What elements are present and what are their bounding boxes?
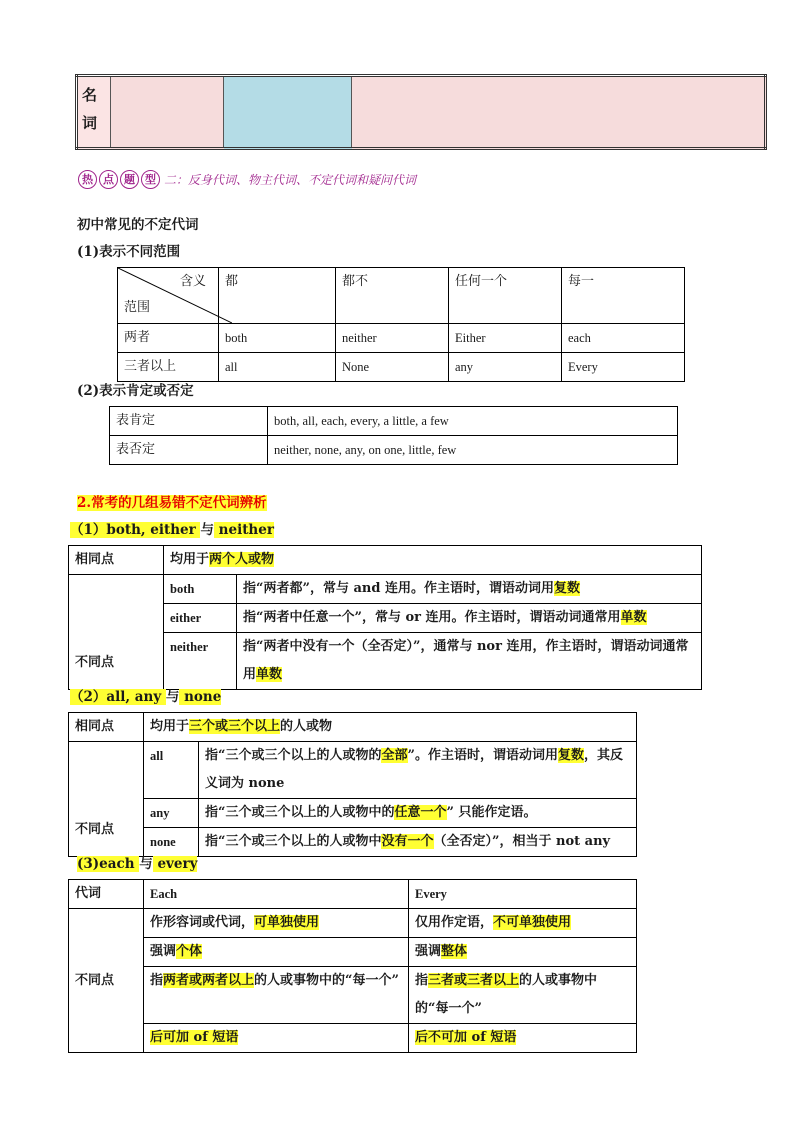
- desc-b: 任意一个: [394, 805, 447, 820]
- each-every-table: [68, 879, 637, 1053]
- every-cell: [409, 938, 637, 967]
- word-cell: any: [144, 799, 199, 828]
- desc-c: ”。作主语时，谓语动词用: [407, 748, 558, 763]
- table-cell: Either: [449, 324, 562, 353]
- desc-a: 指“三个或三个以上的人或物的: [205, 748, 382, 763]
- same-c: 的人或物: [280, 719, 333, 734]
- table-cell: neither, none, any, on one, little, few: [268, 436, 678, 465]
- same-label: 相同点: [69, 546, 164, 575]
- hot-topic-heading: [78, 168, 416, 190]
- header-cell: 每一: [562, 268, 685, 324]
- hot-topic-title: 二：反身代词、物主代词、不定代词和疑问代词: [164, 172, 417, 187]
- desc-a: 指“三个或三个以上的人或物中: [205, 834, 382, 849]
- each-cell: [144, 909, 409, 938]
- desc-b: 单数: [256, 667, 283, 682]
- each-cell: [144, 967, 409, 1024]
- same-label: 相同点: [69, 713, 144, 742]
- noun-cell-pink-1: [111, 76, 224, 149]
- group2-title-c: none: [179, 689, 222, 705]
- noun-table: [75, 74, 767, 150]
- group1-title-c: neither: [213, 522, 274, 538]
- desc-b: 单数: [620, 610, 647, 625]
- every-b: 短语: [490, 1030, 517, 1045]
- group2-title-b: 与: [165, 689, 180, 705]
- head-label: 代词: [69, 880, 144, 909]
- table-cell: neither: [336, 324, 449, 353]
- word-cell: neither: [164, 633, 237, 690]
- desc-a: 指“两者都”，常与 and 连用。作主语时，谓语动词用: [243, 581, 554, 596]
- row-label: 三者以上: [118, 353, 219, 382]
- section1-title: 初中常见的不定代词: [77, 217, 199, 233]
- affirm-negate-table: [109, 406, 678, 465]
- group3-title-b: 与: [139, 856, 153, 872]
- desc-b: 复数: [553, 581, 580, 596]
- every-c: 的人或事物中的“每一个”: [415, 973, 598, 1016]
- table-cell: both, all, each, every, a little, a few: [268, 407, 678, 436]
- noun-cell-blue: [224, 76, 352, 149]
- every-b: 不可单独使用: [493, 915, 572, 930]
- desc-e: ，其反义词为 none: [205, 748, 624, 791]
- row-label: 表肯定: [110, 407, 268, 436]
- same-b: 三个或三个以上: [189, 719, 281, 734]
- word-cell: none: [144, 828, 199, 857]
- each-cell: [144, 938, 409, 967]
- every-cell: [409, 1024, 637, 1053]
- head-every: Every: [409, 880, 637, 909]
- corner-cell: [118, 268, 219, 324]
- row-label: 表否定: [110, 436, 268, 465]
- desc-c: （全否定）”，相当于 not any: [433, 834, 611, 849]
- every-cell: [409, 909, 637, 938]
- table-cell: all: [219, 353, 336, 382]
- word-cell: both: [164, 575, 237, 604]
- row-label: 两者: [118, 324, 219, 353]
- corner-bottom: 范围: [124, 300, 151, 315]
- each-c: 的人或事物中的“每一个”: [254, 973, 399, 988]
- every-b: 整体: [441, 944, 468, 959]
- desc-a: 指“两者中任意一个”，常与 or 连用。作主语时，谓语动词通常用: [243, 610, 621, 625]
- desc-b: 没有一个: [381, 834, 434, 849]
- group3-title-c: every: [152, 856, 198, 872]
- group2-title: [70, 685, 221, 705]
- desc-c: ” 只能作定语。: [446, 805, 537, 820]
- same-a: 均用于: [150, 719, 190, 734]
- corner-top: 含义: [180, 274, 207, 289]
- table-cell: both: [219, 324, 336, 353]
- diff-label: 不同点: [69, 742, 144, 857]
- every-a: 仅用作定语，: [415, 915, 494, 930]
- each-b: 两者或两者以上: [163, 973, 255, 988]
- table-cell: each: [562, 324, 685, 353]
- group1-title-a: （1）both, either: [70, 522, 201, 538]
- badge-2: 点: [99, 170, 118, 189]
- group1-title-b: 与: [200, 522, 214, 538]
- desc-cell: [237, 604, 702, 633]
- group1-title: [70, 518, 274, 538]
- same-b: 两个人或物: [209, 552, 275, 567]
- each-b: 可单独使用: [254, 915, 320, 930]
- header-cell: 任何一个: [449, 268, 562, 324]
- desc-a: 指“三个或三个以上的人或物中的: [205, 805, 395, 820]
- group2-title-a: （2）all, any: [70, 689, 166, 705]
- section2-title: [77, 491, 267, 511]
- header-cell: 都不: [336, 268, 449, 324]
- desc-cell: [199, 828, 637, 857]
- desc-b: 全部: [381, 748, 408, 763]
- badge-1: 热: [78, 170, 97, 189]
- badge-3: 题: [120, 170, 139, 189]
- desc-cell: [199, 742, 637, 799]
- noun-label: 名词: [82, 86, 98, 132]
- each-a: 强调: [150, 944, 177, 959]
- section1-sub2: (2)表示肯定或否定: [77, 383, 194, 399]
- noun-label-cell: [77, 76, 111, 149]
- badge-4: 型: [141, 170, 160, 189]
- each-cell: [144, 1024, 409, 1053]
- word-cell: all: [144, 742, 199, 799]
- desc-cell: [237, 575, 702, 604]
- every-a: 强调: [415, 944, 442, 959]
- all-any-none-table: [68, 712, 637, 857]
- table-cell: any: [449, 353, 562, 382]
- head-each: Each: [144, 880, 409, 909]
- group3-title: [77, 852, 197, 872]
- every-a: 指: [415, 973, 429, 988]
- every-a: 后不可加 of: [415, 1030, 491, 1045]
- header-cell: 都: [219, 268, 336, 324]
- desc-a: 指“两者中没有一个（全否定）”，通常与 nor 连用，作主语时，谓语动词通常用: [243, 639, 689, 682]
- same-content: [164, 546, 702, 575]
- range-table: [117, 267, 685, 382]
- same-content: [144, 713, 637, 742]
- every-cell: [409, 967, 637, 1024]
- desc-d: 复数: [557, 748, 584, 763]
- desc-cell: [237, 633, 702, 690]
- diff-label: 不同点: [69, 909, 144, 1053]
- both-either-neither-table: [68, 545, 702, 690]
- each-a: 后可加 of: [150, 1030, 213, 1045]
- every-b: 三者或三者以上: [428, 973, 520, 988]
- each-a: 指: [150, 973, 164, 988]
- each-a: 作形容词或代词，: [150, 915, 255, 930]
- each-b: 个体: [176, 944, 203, 959]
- section1-sub1: (1)表示不同范围: [77, 244, 181, 260]
- each-b: 短语: [212, 1030, 239, 1045]
- diff-label: 不同点: [69, 575, 164, 690]
- group3-title-a: (3)each: [77, 856, 140, 872]
- table-cell: None: [336, 353, 449, 382]
- word-cell: either: [164, 604, 237, 633]
- table-cell: Every: [562, 353, 685, 382]
- noun-cell-pink-2: [352, 76, 766, 149]
- desc-cell: [199, 799, 637, 828]
- same-a: 均用于: [170, 552, 210, 567]
- section2-title-text: 2.常考的几组易错不定代词辨析: [77, 495, 267, 511]
